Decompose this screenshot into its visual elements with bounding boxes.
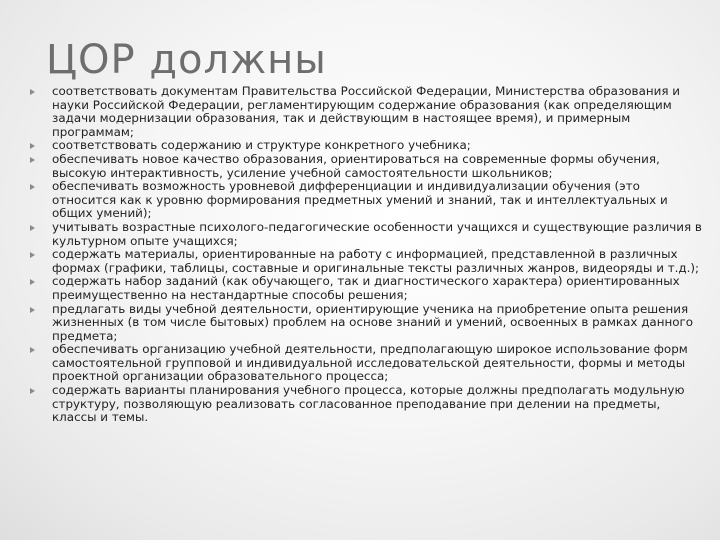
list-item <box>28 275 704 302</box>
bullet-list <box>28 85 704 425</box>
list-item-text: соответствовать документам Правительства Российской Федерации, Министерства образования и науки Российской Федерации, регламентирующим содержание образования (как определяющим задачи модернизации образования, так и действующим в настоящее время), и примерным программам; <box>52 84 681 139</box>
list-item-text: содержать варианты планирования учебного процесса, которые должны предполагать модульную структуру, позволяющую реализовать согласованное преподавание при делении на предметы, классы и темы. <box>52 383 685 425</box>
list-item-text: учитывать возрастные психолого-педагогические особенности учащихся и существующие различия в культурном опыте учащихся; <box>52 219 702 248</box>
list-item-text: предлагать виды учебной деятельности, ориентирующие ученика на приобретение опыта решения жизненных (в том числе бытовых) проблем на основе знаний и умений, освоенных в рамках данного предмета; <box>52 301 694 343</box>
list-item-text: соответствовать содержанию и структуре конкретного учебника; <box>52 138 471 153</box>
list-item <box>28 343 704 384</box>
bullet-arrow-icon <box>30 252 35 258</box>
list-item-text: обеспечивать новое качество образования, ориентироваться на современные формы обучения, высокую интерактивность, усиление учебной самостоятельности школьников; <box>52 151 660 180</box>
list-item-text: обеспечивать организацию учебной деятельности, предполагающую широкое использование форм самостоятельной групповой и индивидуальной исследовательской деятельности, формы и методы проектной организации образовательного процесса; <box>52 342 688 384</box>
bullet-arrow-icon <box>30 307 35 313</box>
list-item-text: обеспечивать возможность уровневой дифференциации и индивидуализации обучения (это относится как к уровню формирования предметных умений и знаний, так и интеллектуальных и общих умений); <box>52 179 668 221</box>
list-item <box>28 139 704 153</box>
bullet-arrow-icon <box>30 184 35 190</box>
list-item-text: содержать материалы, ориентированные на работу с информацией, представленной в различных формах (графики, таблицы, составные и оригинальные тексты различных жанров, видеоряды и т.д.); <box>52 247 700 275</box>
bullet-arrow-icon <box>30 347 35 353</box>
list-item <box>28 384 704 425</box>
bullet-arrow-icon <box>30 388 35 394</box>
list-item <box>28 153 704 180</box>
list-item <box>28 303 704 344</box>
bullet-arrow-icon <box>30 157 35 163</box>
list-item-text: содержать набор заданий (как обучающего, так и диагностического характера) ориентированных преимущественно на нестандартные способы решения; <box>52 274 680 302</box>
list-item <box>28 180 704 221</box>
bullet-arrow-icon <box>30 143 35 149</box>
bullet-arrow-icon <box>30 225 35 231</box>
slide-title: ЦОР должны <box>46 37 327 83</box>
list-item <box>28 221 704 248</box>
list-item <box>28 248 704 275</box>
bullet-arrow-icon <box>30 89 35 95</box>
list-item <box>28 85 704 139</box>
bullet-arrow-icon <box>30 279 35 285</box>
